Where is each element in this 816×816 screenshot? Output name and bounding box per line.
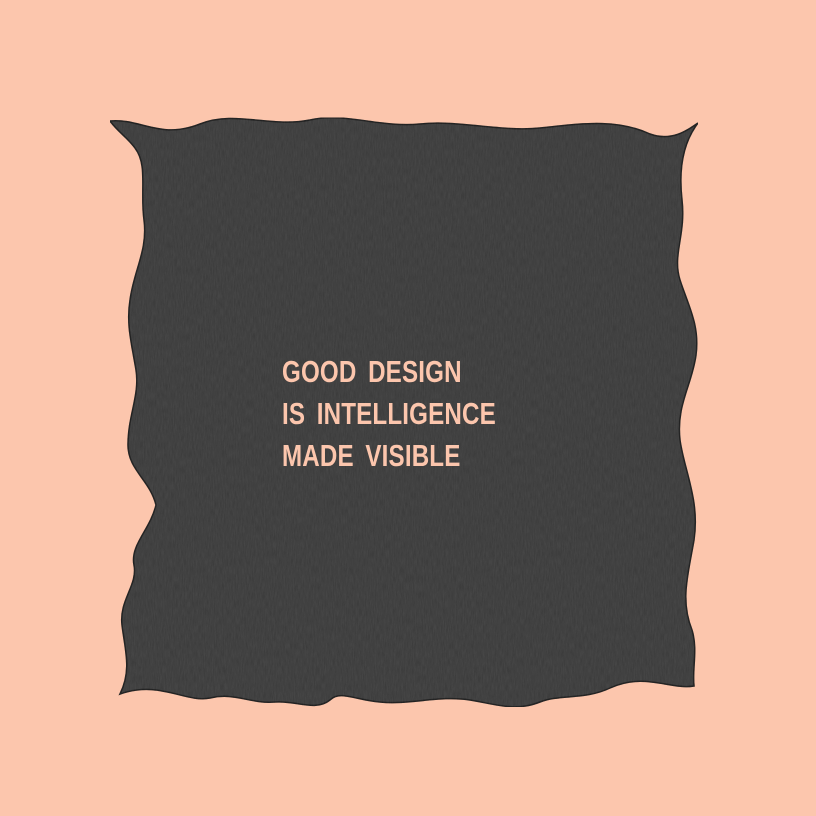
quote-line-3: MADE VISIBLE: [282, 438, 461, 473]
quote-text: [282, 351, 496, 477]
quote-line-2: IS INTELLIGENCE: [282, 396, 496, 431]
quote-line-1: GOOD DESIGN: [282, 354, 462, 389]
